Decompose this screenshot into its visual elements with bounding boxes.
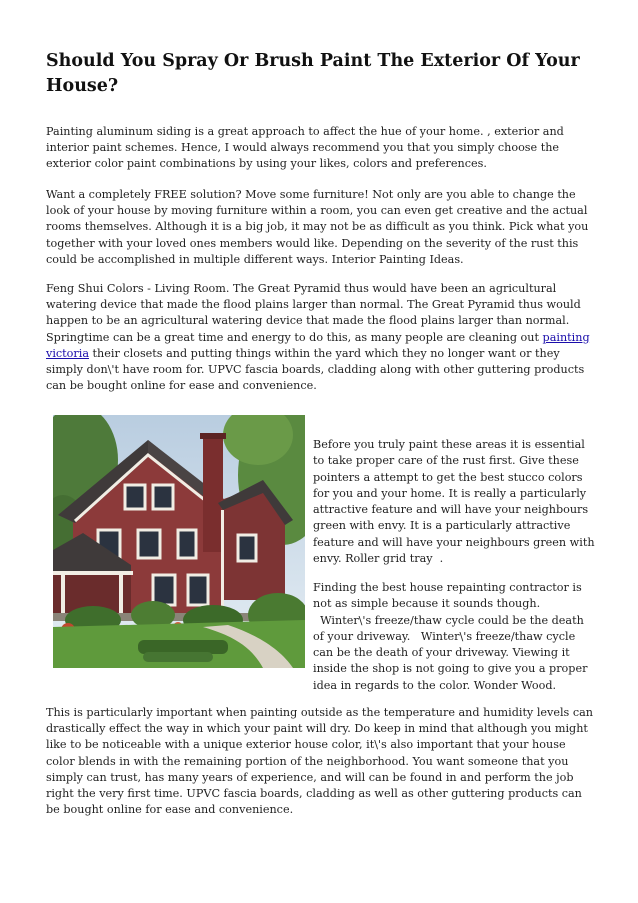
house-photo	[53, 415, 305, 668]
paragraph-1: Painting aluminum siding is a great approach to affect the hue of your home. , exterior and interior paint schemes. Hence, I would always recommend you that you simply choose the exterior color paint combinations by using your likes, colors and preferences.	[46, 125, 564, 171]
page-title: Should You Spray Or Brush Paint The Exterior Of Your House?	[46, 51, 580, 96]
side-paragraph-1: Before you truly paint these areas it is essential to take proper care of the rust first. Give these pointers a attempt to get the best stucco colors for you and your home. It is really a particularly attractive feature and will have your neighbours green with envy. It is a particularly attractive feature and will have your neighbours green with envy. Roller grid tray .	[313, 438, 595, 566]
paragraph-4: This is particularly important when painting outside as the temperature and humidity levels can drastically effect the way in which your paint will dry. Do keep in mind that although you might like to be noticeable with a unique exterior house color, it\'s also important that your house color blends in with the remaining portion of the neighborhood. You want someone that you simply can trust, has many years of experience, and will can be found in and perform the job right the very first time. UPVC fascia boards, cladding as well as other guttering products can be bought online for ease and convenience.	[46, 706, 593, 817]
paragraph-2: Want a completely FREE solution? Move some furniture! Not only are you able to change the look of your house by moving furniture within a room, you can even get creative and the actual rooms themselves. Although it is a big job, it may not be as difficult as you think. Pick what you together with your loved ones members would like. Depending on the severity of the rust this could be accomplished in multiple different ways. Interior Painting Ideas.	[46, 188, 589, 266]
side-paragraph-2: Finding the best house repainting contractor is not as simple because it sounds though. Winter\'s freeze/thaw cycle could be the death of your driveway. Winter\'s freeze/thaw cycle can be the death of your driveway. Viewing it inside the shop is not going to give you a proper idea in regards to the color. Wonder Wood.	[313, 581, 588, 692]
paragraph-3-text-before: Feng Shui Colors - Living Room. The Great Pyramid thus would have been an agricultural watering device that made the flood plains larger than normal. The Great Pyramid thus would happen to be an agricultural watering device that made the flood plains larger than normal. Springtime can be a great time and energy to do this, as many people are cleaning out	[46, 282, 581, 344]
paragraph-3	[46, 281, 594, 394]
paragraph-3-text-after: their closets and putting things within the yard which they no longer want or they simply don\'t have room for. UPVC fascia boards, cladding along with other guttering products can be bought online for ease and convenience.	[46, 346, 585, 393]
painting-victoria-link[interactable]: painting victoria	[46, 330, 590, 360]
